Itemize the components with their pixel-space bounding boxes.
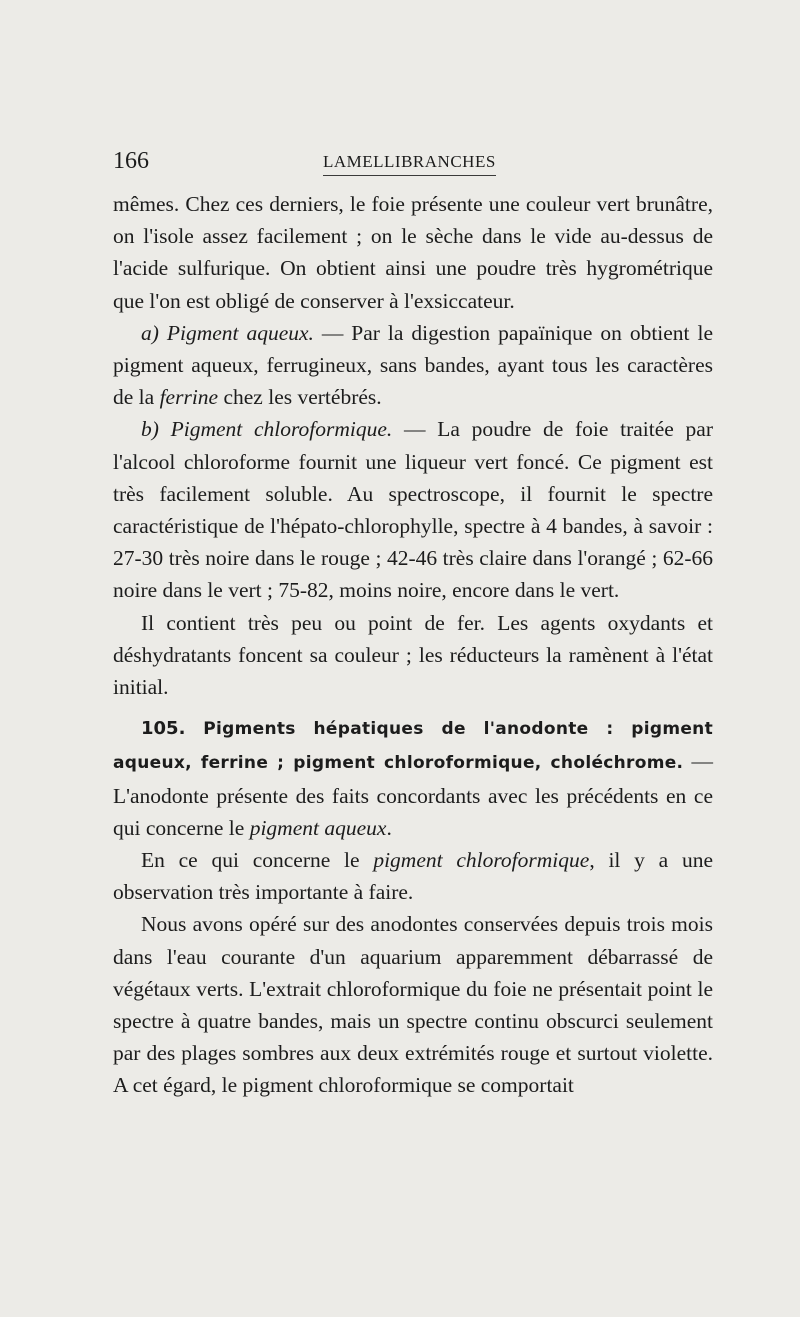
paragraph-pigment-chloroformique — [113, 413, 713, 606]
emphasis-pigment-chloroformique: pigment chloroformique — [373, 848, 590, 873]
paragraph-text: — L'anodonte présente des faits concordants avec les précédents en ce qui concerne le — [113, 749, 713, 840]
paragraph-text: . — [386, 815, 392, 840]
section-title: Pigments hépatiques de l'anodonte : pigment aqueux, ferrine ; pigment chloroformique, choléchrome. — [113, 719, 713, 774]
subheading-pigment-chloroformique: b) Pigment chloroformique. — [141, 417, 393, 442]
emphasis-pigment-aqueux: pigment aqueux — [249, 815, 387, 840]
emphasis-ferrine: ferrine — [159, 385, 219, 410]
paragraph-fer: Il contient très peu ou point de fer. Les agents oxydants et déshydratants foncent sa couleur ; les réducteurs la ramènent à l'état initial. — [113, 610, 713, 700]
paragraph-text: En ce qui concerne le — [141, 848, 374, 873]
paragraph-text: , il y a une observation très importante à faire. — [113, 848, 713, 905]
subheading-pigment-aqueux: a) Pigment aqueux. — [141, 320, 314, 345]
paragraph-text: — La poudre de foie traitée par l'alcool chloroforme fournit une liqueur vert foncé. Ce pigment est très facilement soluble. Au spectroscope, il fournit le spectre caractéristique de l'hépato-chlorophylle, spectre à 4 bandes, à savoir : 27-30 très noire dans le rouge ; 42-46 très claire dans l'orangé ; 62-66 noire dans le vert ; 75-82, moins noire, encore dans le vert. — [113, 417, 713, 603]
paragraph-text: chez les vertébrés. — [218, 385, 382, 410]
section-105 — [113, 711, 713, 844]
page-header — [113, 146, 713, 176]
page-number: 166 — [113, 148, 149, 174]
paragraph-continuation: mêmes. Chez ces derniers, le foie présente une couleur vert brunâtre, on l'isole assez facilement ; on le sèche dans le vide au-dessus de l'acide sulfurique. On obtient ainsi une poudre très hygrométrique que l'on est obligé de conserver à l'exsiccateur. — [113, 192, 713, 313]
running-title: LAMELLIBRANCHES — [323, 149, 496, 176]
body-text — [113, 188, 713, 1102]
paragraph-text: — Par la digestion papaïnique on obtient le pigment aqueux, ferrugineux, sans bandes, ayant tous les caractères de la — [113, 320, 713, 410]
paragraph-pigment-aqueux — [113, 317, 713, 414]
section-number: 105. — [141, 718, 186, 740]
paragraph-observation — [113, 844, 713, 908]
paragraph-anodontes: Nous avons opéré sur des anodontes conservées depuis trois mois dans l'eau courante d'un aquarium apparemment débarrassé de végétaux verts. L'extrait chloroformique du foie ne présentait point le spectre à quatre bandes, mais un spectre continu obscurci seulement par des plages sombres aux deux extrémités rouge et surtout violette. A cet égard, le pigment chloroformique se comportait — [113, 912, 713, 1098]
